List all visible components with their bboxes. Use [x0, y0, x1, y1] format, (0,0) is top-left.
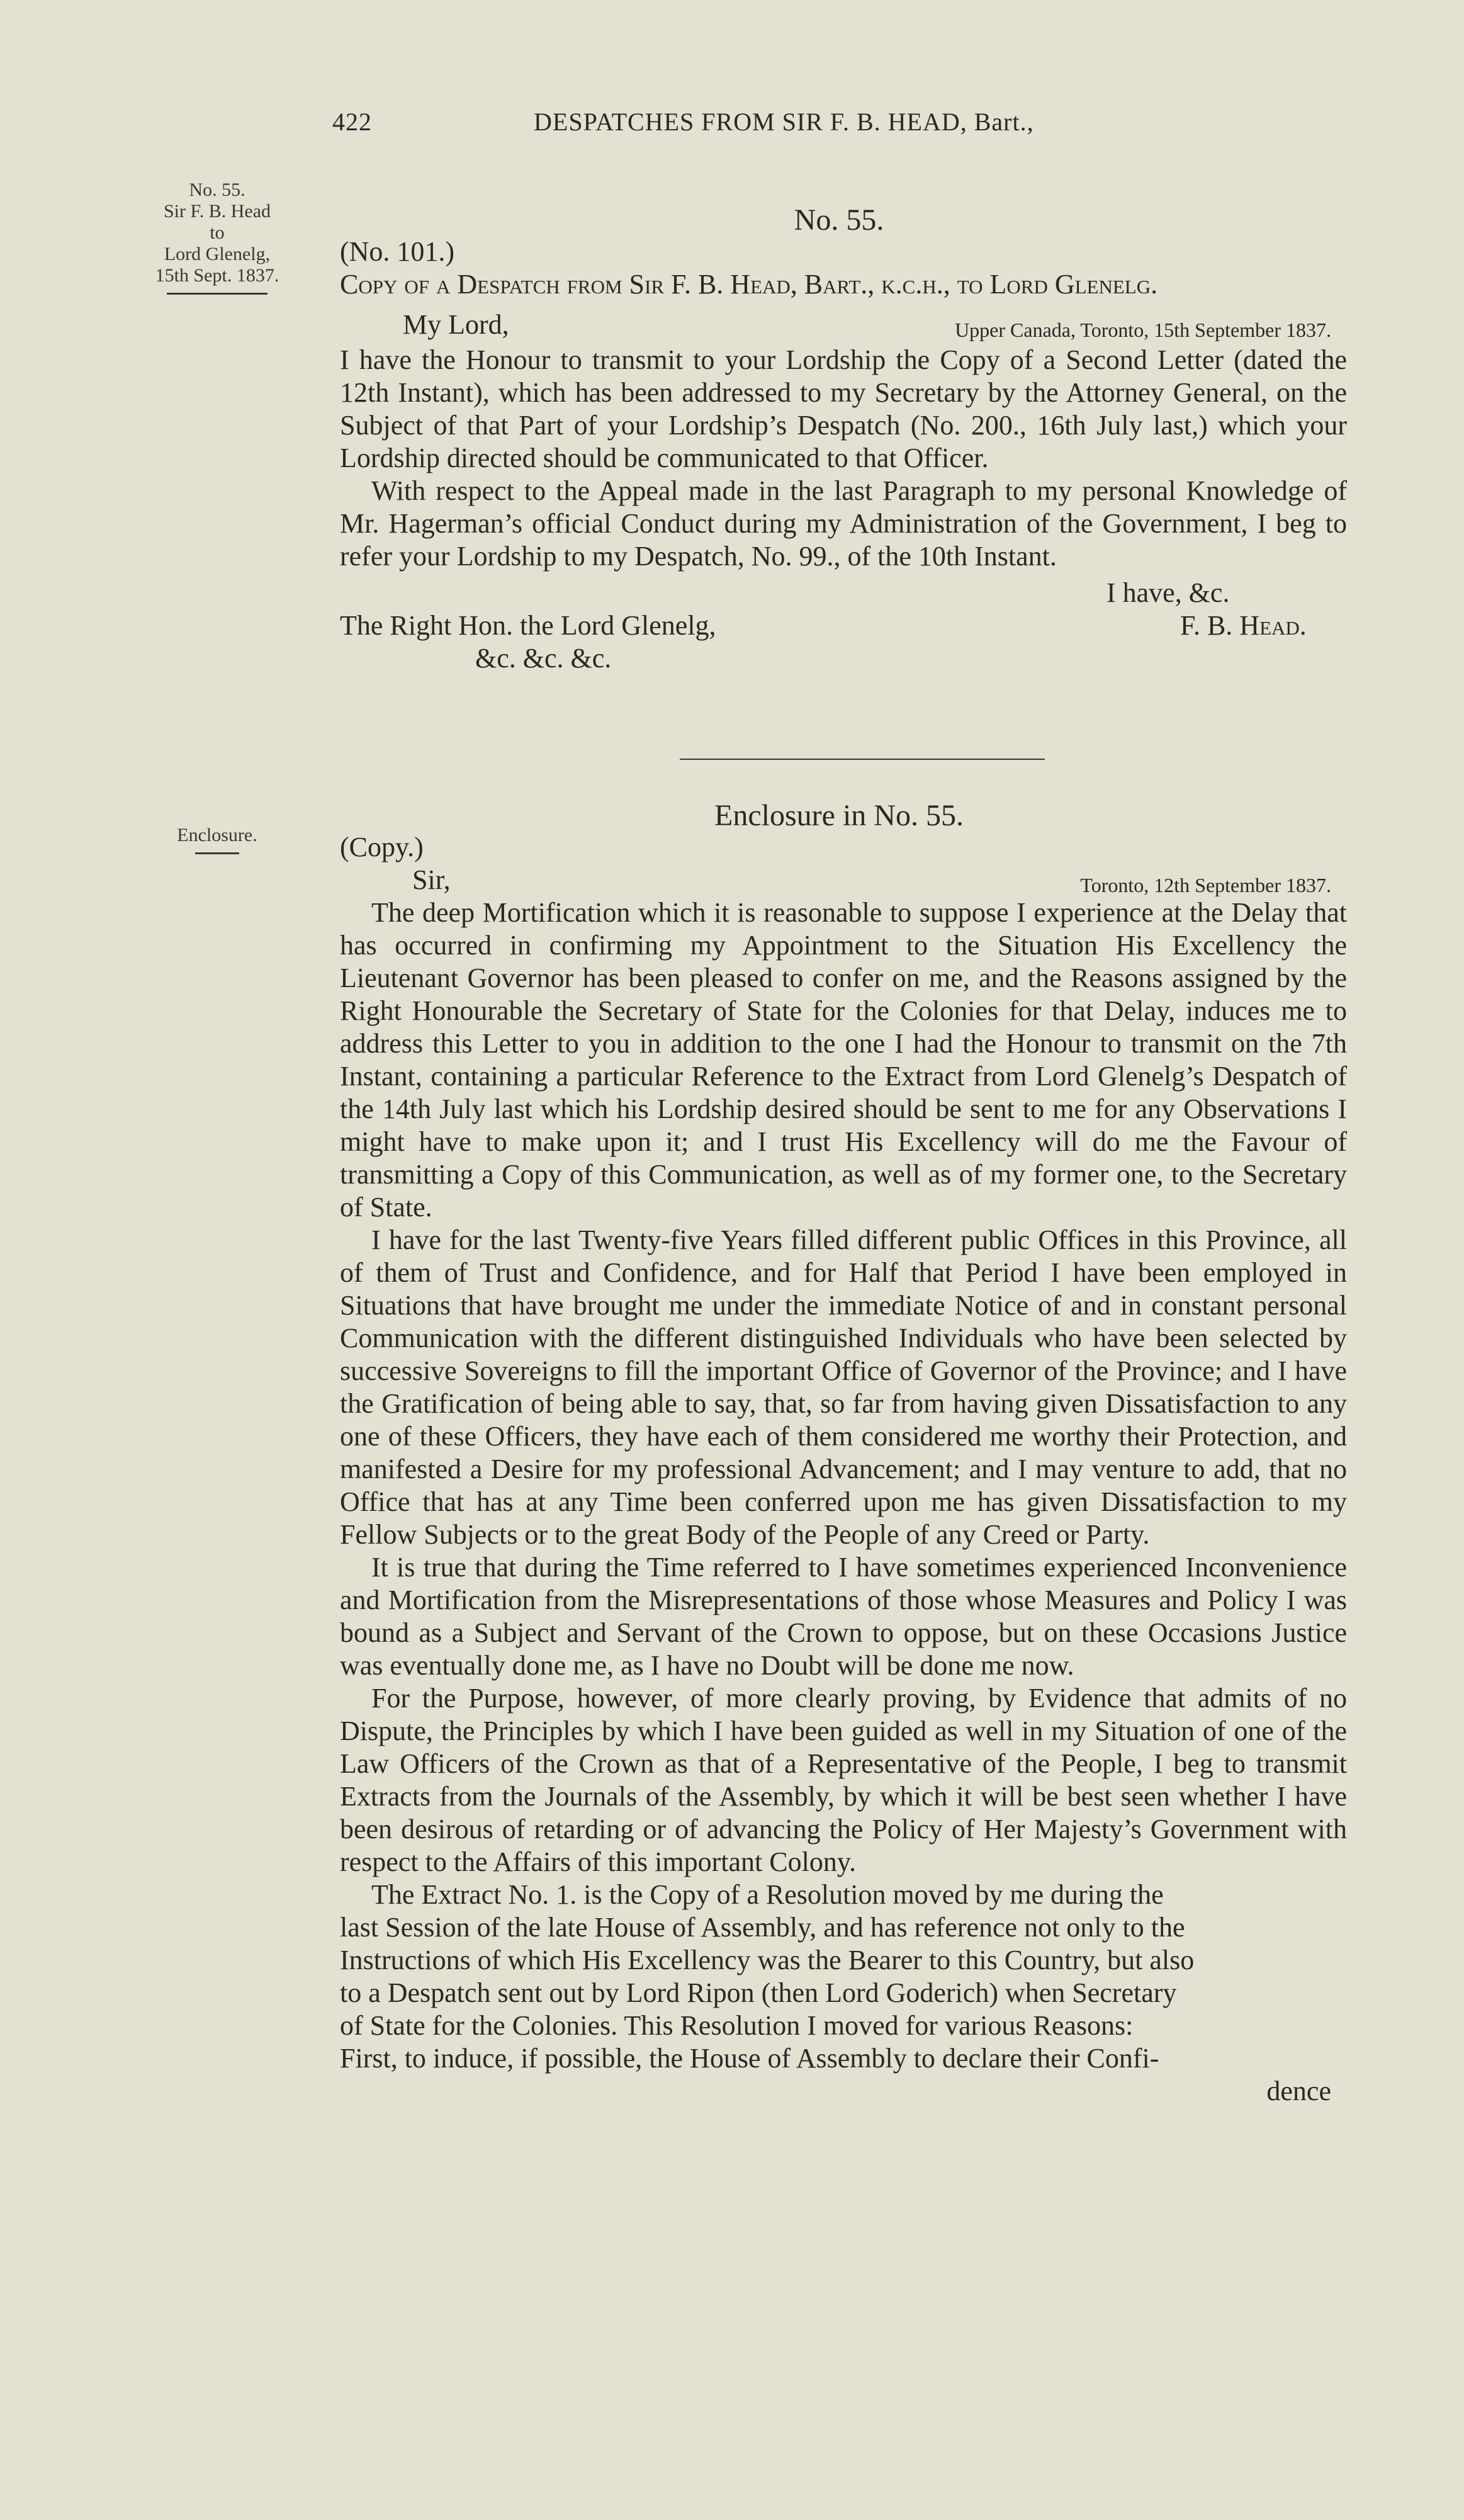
margin-rule — [195, 852, 239, 854]
paragraph: For the Purpose, however, of more clearly proving, by Evidence that admits of no Dispute, the Principles by which I have been guided as well in my Situation of one of the Law Officers of the Crown as that of a Representative of the People, I beg to transmit Extracts from the Journals of the Assembly, by which it will be best seen whether I have been desirous of retarding or of advancing the Policy of Her Majesty’s Government with respect to the Affairs of this important Colony. — [340, 1683, 1347, 1877]
paragraph: The deep Mortification which it is reasonable to suppose I experience at the Delay that has occurred in confirming my Appointment to the Situation His Excellency the Lieutenant Governor has been pleased to confer on me, and the Reasons assigned by the Right Honourable the Secretary of State for the Colonies for that Delay, induces me to address this Letter to you in addition to the one I had the Honour to transmit on the 7th Instant, containing a particular Reference to the Extract from Lord Glenelg’s Despatch of the 14th July last which his Lordship desired should be sent to me for any Observations I might have to make upon it; and I trust His Excellency will do me the Favour of transmitting a Copy of this Communication, as well as of my former one, to the Secretary of State. — [340, 897, 1347, 1223]
final-paragraph — [340, 1879, 1347, 2075]
despatch-reference: (No. 101.) — [340, 236, 455, 267]
despatch-title: Copy of a Despatch from Sir F. B. Head, Bart., k.c.h., to Lord Glenelg. — [340, 269, 1158, 300]
signature: F. B. Head. — [1180, 610, 1307, 641]
margin-line: to — [210, 222, 225, 243]
text-line: First, to induce, if possible, the House of Assembly to declare their Confi- — [340, 2043, 1159, 2074]
despatch-section — [340, 235, 1347, 675]
closing-row — [340, 577, 1347, 609]
salutation: My Lord, — [403, 309, 509, 340]
addressee-etc: &c. &c. &c. — [475, 643, 612, 674]
enclosure-section — [340, 831, 1347, 2108]
page-header — [332, 107, 1239, 145]
enclosure-dateline: Toronto, 12th September 1837. — [1080, 874, 1331, 896]
paragraph: It is true that during the Time referred to I have sometimes experienced Inconvenience and Mortification from the Misrepresentations of those whose Measures and Policy I was bound as a Subject and Servant of the Crown to oppose, but on these Occasions Justice was eventually done me, as I have no Doubt will be done me now. — [340, 1552, 1347, 1681]
page-number: 422 — [332, 108, 372, 136]
margin-note-enclosure — [126, 825, 308, 854]
enclosure-heading: Enclosure in No. 55. — [714, 799, 964, 832]
text-line: The Extract No. 1. is the Copy of a Resolution moved by me during the — [371, 1879, 1164, 1910]
section-divider — [680, 759, 1045, 760]
paragraph: I have for the last Twenty-five Years filled different public Offices in this Province, all of them of Trust and Confidence, and for Half that Period I have been employed in Situations that have brought me under the immediate Notice of and in constant personal Communication with the different distinguished Individuals who have been selected by successive Sovereigns to fill the important Office of Governor of the Province; and I have the Gratification of being able to say, that, so far from having given Dissatisfaction to any one of these Officers, they have each of them considered me worthy their Protection, and manifested a Desire for my professional Advancement; and I may venture to add, that no Office that has at any Time been conferred upon me has given Dissatisfaction to my Fellow Subjects or to the great Body of the People of any Creed or Party. — [340, 1224, 1347, 1550]
margin-line: Lord Glenelg, — [164, 244, 271, 264]
margin-note-despatch — [126, 179, 308, 295]
paragraph: I have the Honour to transmit to your Lordship the Copy of a Second Letter (dated the 12th Instant), which has been addressed to my Secretary by the Attorney General, on the Subject of that Part of your Lordship’s Despatch (No. 200., 16th July last,) which your Lordship directed should be communicated to that Officer. — [340, 344, 1347, 473]
despatch-number: No. 55. — [794, 203, 884, 237]
margin-line: 15th Sept. 1837. — [155, 265, 279, 286]
running-title: DESPATCHES FROM SIR F. B. HEAD, Bart., — [534, 108, 1034, 136]
text-line: last Session of the late House of Assembly, and has reference not only to the — [340, 1912, 1185, 1943]
margin-line: Enclosure. — [177, 825, 257, 845]
text-line: to a Despatch sent out by Lord Ripon (then Lord Goderich) when Secretary — [340, 1977, 1177, 2008]
margin-line: No. 55. — [189, 179, 245, 200]
addressee-row-2 — [340, 642, 1347, 675]
text-line: of State for the Colonies. This Resolution I moved for various Reasons: — [340, 2010, 1134, 2041]
enclosure-salutation-row — [340, 864, 1347, 896]
margin-line: Sir F. B. Head — [163, 201, 271, 222]
enclosure-salutation: Sir, — [412, 864, 451, 895]
margin-rule — [167, 293, 267, 295]
text-line: Instructions of which His Excellency was the Bearer to this Country, but also — [340, 1945, 1195, 1975]
paragraph: With respect to the Appeal made in the last Paragraph to my personal Knowledge of Mr. Hagerman’s official Conduct during my Administration of the Government, I beg to refer your Lordship to my Despatch, No. 99., of the 10th Instant. — [340, 475, 1347, 572]
addressee-row — [340, 609, 1347, 642]
addressee: The Right Hon. the Lord Glenelg, — [340, 610, 716, 641]
catchword: dence — [1266, 2076, 1331, 2106]
dateline: Upper Canada, Toronto, 15th September 1837. — [955, 319, 1331, 341]
copy-label: (Copy.) — [340, 832, 424, 862]
salutation-row — [340, 308, 1347, 344]
closing: I have, &c. — [1106, 577, 1230, 608]
